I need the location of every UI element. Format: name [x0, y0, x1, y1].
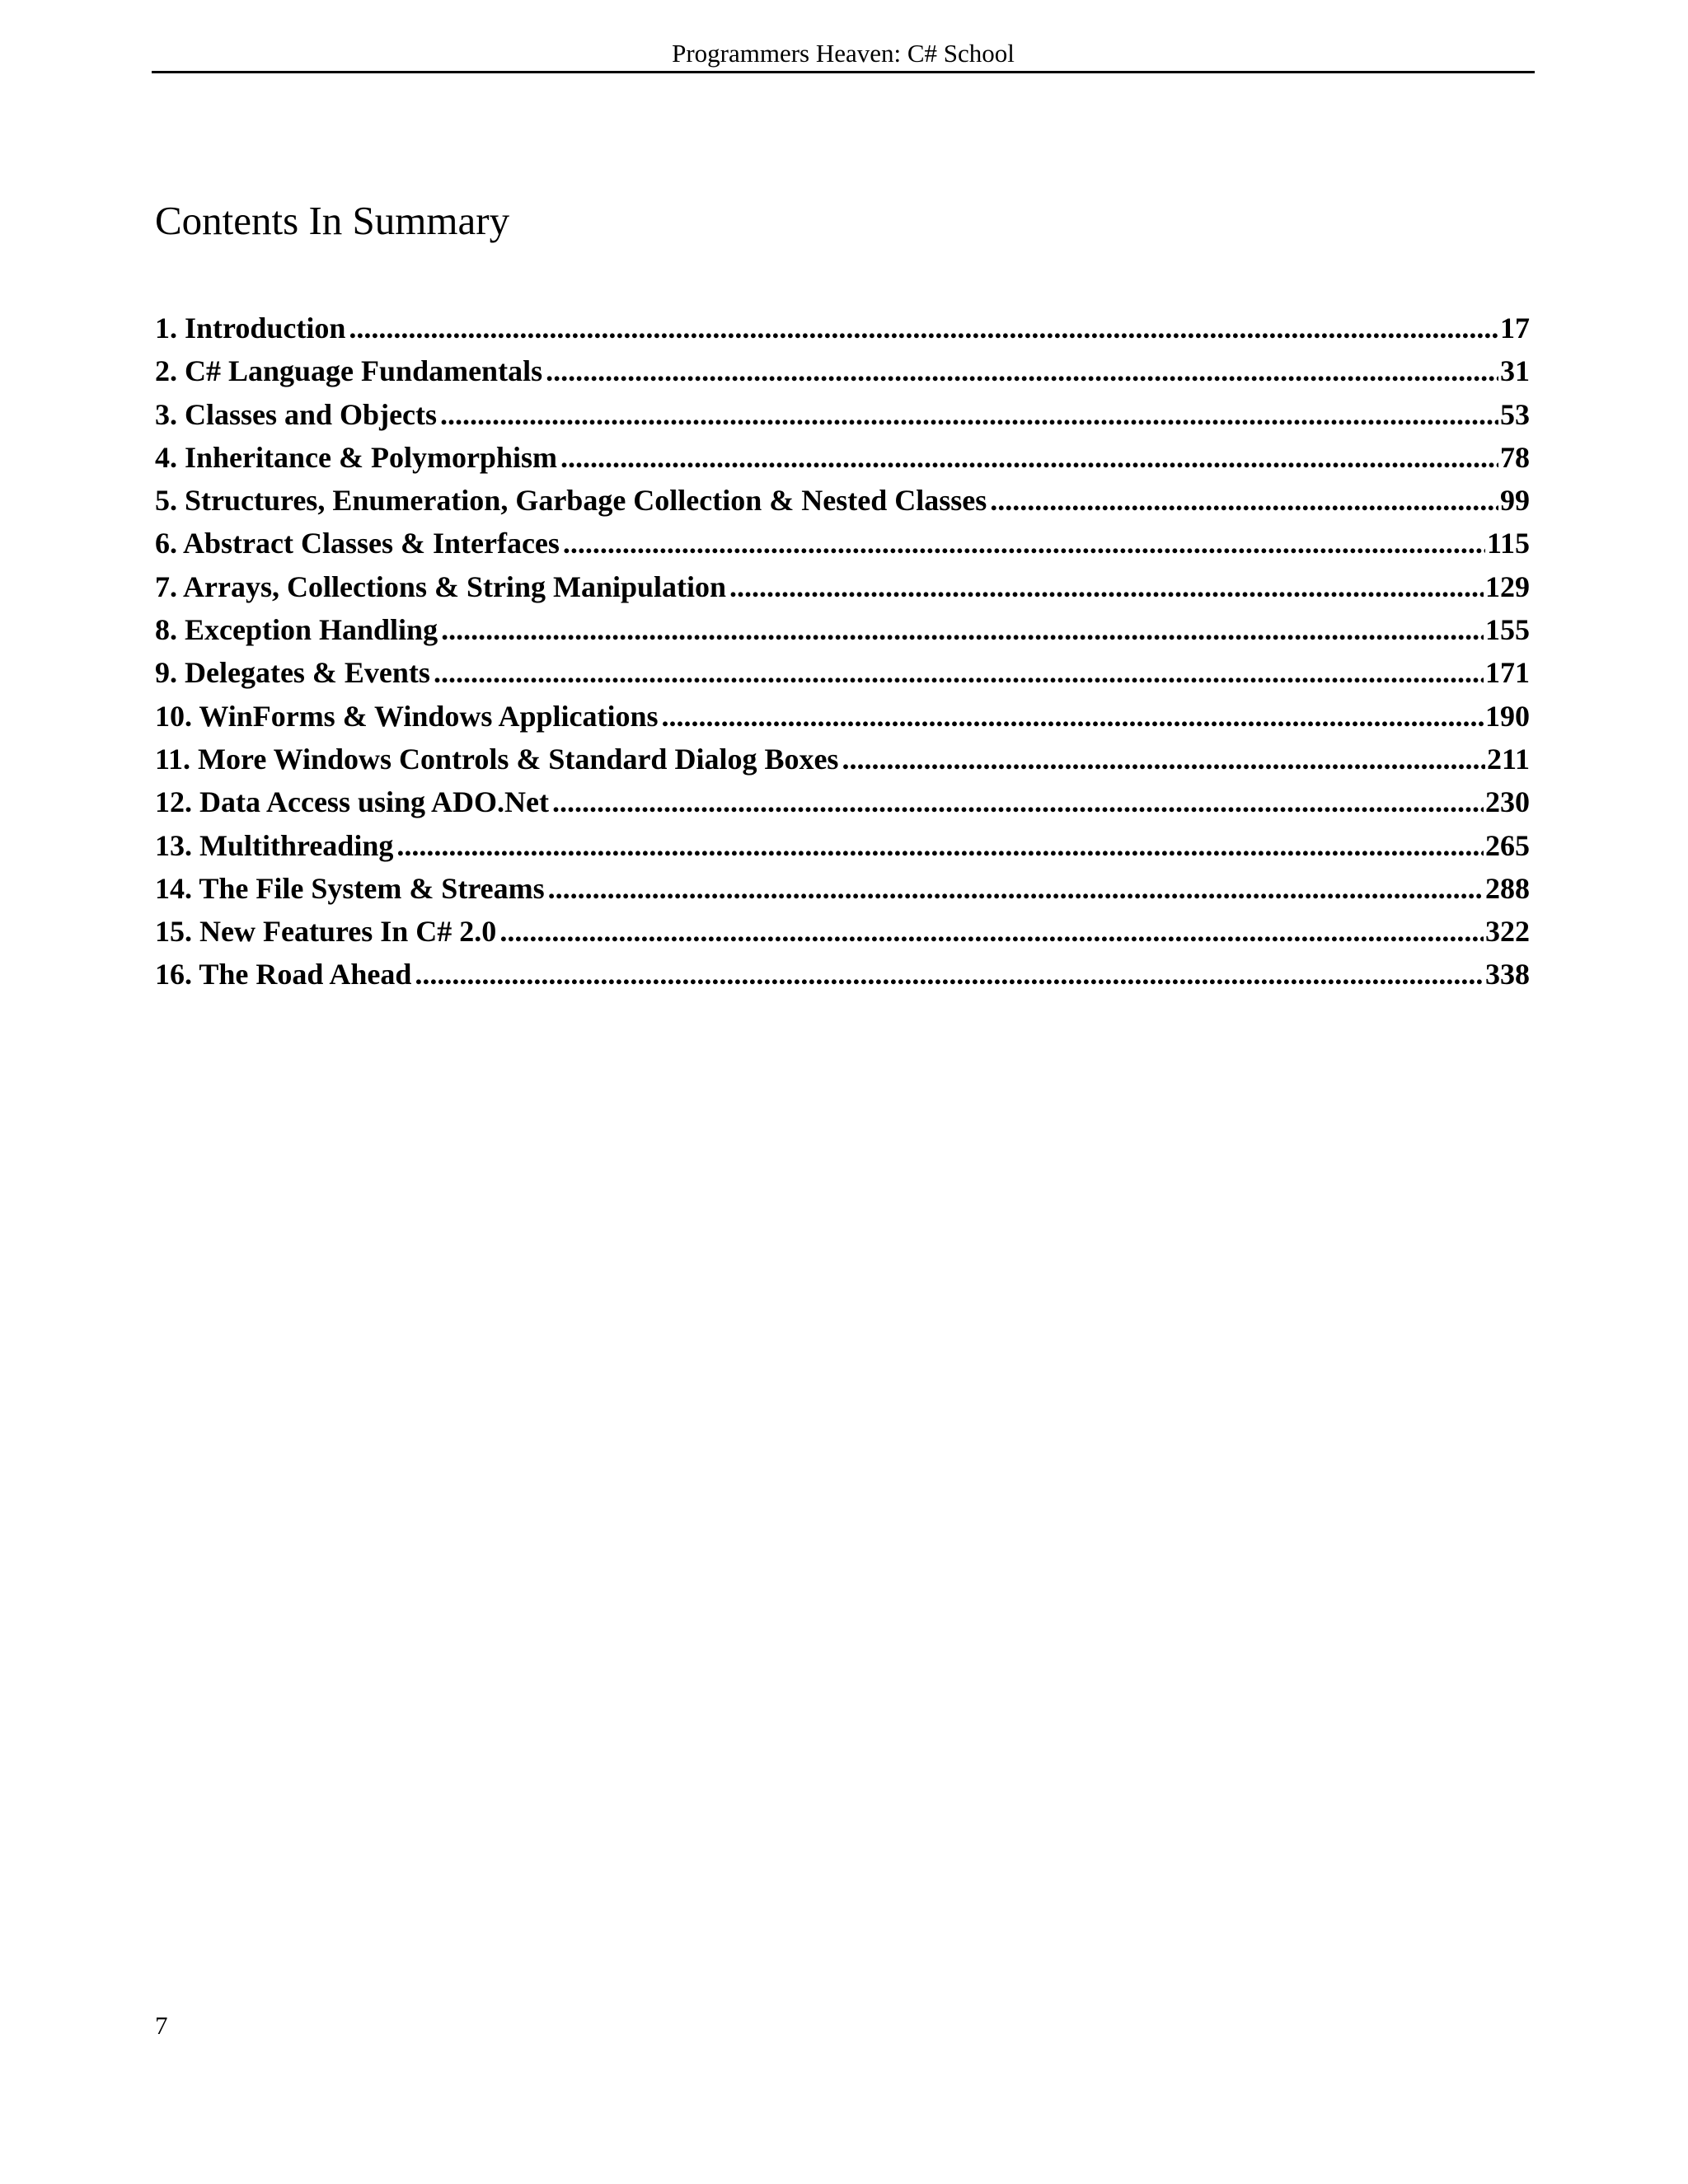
toc-dot-leader [563, 522, 1485, 565]
toc-entry[interactable] [155, 867, 1530, 910]
toc-entry-title: 7. Arrays, Collections & String Manipulation [155, 569, 727, 603]
toc-entry-title: 9. Delegates & Events [155, 656, 430, 690]
page-header [152, 36, 1535, 73]
toc-entry-title: 11. More Windows Controls & Standard Dialog Boxes [155, 742, 839, 776]
toc-dot-leader [548, 867, 1484, 910]
toc-dot-leader [560, 436, 1498, 479]
toc-entry[interactable] [155, 565, 1530, 608]
toc-entry-title: 10. WinForms & Windows Applications [155, 699, 659, 733]
toc-entry-page: 115 [1486, 527, 1530, 560]
toc-entry-title: 8. Exception Handling [155, 613, 438, 647]
toc-entry-page: 322 [1485, 915, 1530, 949]
toc-dot-leader [349, 307, 1498, 349]
toc-entry-page: 171 [1485, 656, 1530, 690]
toc-entry-title: 13. Multithreading [155, 828, 394, 862]
toc-entry-title: 12. Data Access using ADO.Net [155, 785, 549, 819]
toc-entry[interactable] [155, 780, 1530, 823]
toc-entry-title: 14. The File System & Streams [155, 871, 545, 905]
toc-dot-leader [662, 695, 1484, 738]
toc-dot-leader [396, 824, 1484, 867]
toc-entry-title: 4. Inheritance & Polymorphism [155, 440, 557, 474]
toc-entry-page: 78 [1500, 440, 1530, 474]
table-of-contents [155, 307, 1530, 996]
toc-entry-title: 3. Classes and Objects [155, 397, 438, 431]
toc-dot-leader [729, 565, 1484, 608]
toc-entry[interactable] [155, 436, 1530, 479]
toc-entry[interactable] [155, 651, 1530, 694]
toc-entry-page: 99 [1500, 484, 1530, 518]
toc-entry-page: 129 [1485, 569, 1530, 603]
toc-entry[interactable] [155, 910, 1530, 953]
toc-dot-leader [434, 651, 1484, 694]
page-number: 7 [155, 2011, 168, 2040]
toc-entry[interactable] [155, 953, 1530, 996]
toc-entry-title: 5. Structures, Enumeration, Garbage Collection & Nested Classes [155, 484, 987, 518]
toc-dot-leader [990, 479, 1498, 522]
toc-entry[interactable] [155, 608, 1530, 651]
toc-entry[interactable] [155, 393, 1530, 436]
toc-dot-leader [552, 780, 1484, 823]
toc-entry[interactable] [155, 738, 1530, 780]
toc-entry[interactable] [155, 824, 1530, 867]
toc-dot-leader [440, 393, 1498, 436]
toc-entry[interactable] [155, 479, 1530, 522]
toc-entry-title: 2. C# Language Fundamentals [155, 354, 543, 388]
toc-entry-page: 230 [1485, 785, 1530, 819]
toc-entry[interactable] [155, 349, 1530, 392]
toc-dot-leader [415, 953, 1484, 996]
toc-entry-title: 16. The Road Ahead [155, 958, 412, 991]
toc-dot-leader [441, 608, 1484, 651]
toc-dot-leader [546, 349, 1498, 392]
header-text: Programmers Heaven: C# School [672, 39, 1015, 68]
page-title: Contents In Summary [155, 198, 510, 243]
toc-entry-title: 6. Abstract Classes & Interfaces [155, 527, 560, 560]
toc-entry-page: 17 [1500, 312, 1530, 344]
toc-dot-leader [842, 738, 1485, 780]
toc-entry-page: 288 [1485, 871, 1530, 905]
toc-entry[interactable] [155, 695, 1530, 738]
toc-entry-page: 211 [1486, 742, 1530, 776]
toc-entry-page: 31 [1500, 354, 1530, 388]
toc-entry-page: 53 [1500, 397, 1530, 431]
toc-entry-title: 1. Introduction [155, 312, 346, 344]
toc-dot-leader [499, 910, 1484, 953]
toc-entry-title: 15. New Features In C# 2.0 [155, 915, 497, 949]
toc-entry-page: 338 [1485, 958, 1530, 991]
toc-entry-page: 190 [1485, 699, 1530, 733]
toc-entry[interactable] [155, 307, 1530, 349]
toc-entry[interactable] [155, 522, 1530, 565]
toc-entry-page: 265 [1485, 828, 1530, 862]
toc-entry-page: 155 [1485, 613, 1530, 647]
